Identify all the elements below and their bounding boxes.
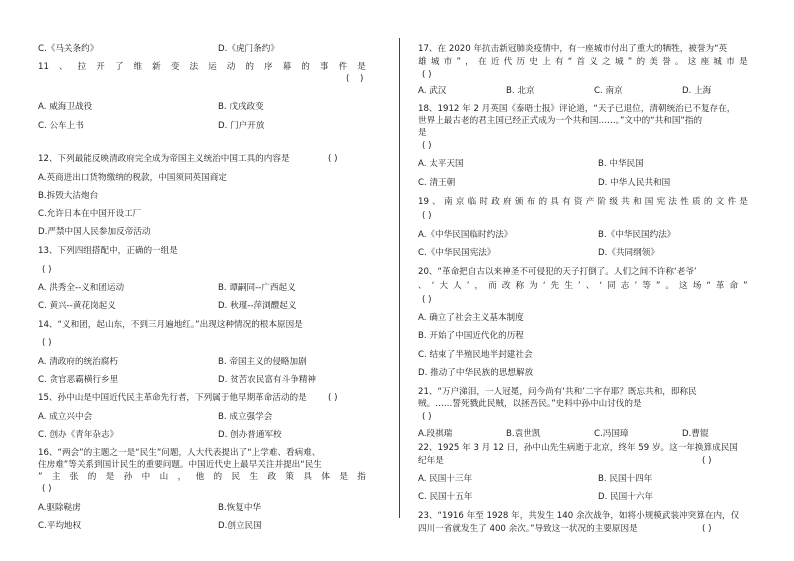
stem-char: 他 bbox=[195, 472, 205, 482]
q18-stem-line1: 18、1912 年 2 月英国《泰晤士报》评论道，“天子已退位，清朝统治已不复存在， bbox=[418, 104, 736, 114]
q20-answer-paren: ( ) bbox=[422, 295, 432, 305]
q11-answer-paren-close: ) bbox=[360, 74, 364, 84]
stem-char: 之 bbox=[602, 57, 611, 67]
stem-char: ‘ bbox=[542, 281, 546, 291]
q13-option-a[interactable]: A. 洪秀全--义和团运动 bbox=[38, 283, 125, 293]
q21-option-c[interactable]: C.冯国璋 bbox=[594, 429, 629, 439]
stem-char: 城 bbox=[430, 57, 440, 67]
stem-char: 产 bbox=[585, 197, 595, 207]
q12-option-a[interactable]: A.英商进出口货物缴纳的税款，中国须同英国商定 bbox=[38, 173, 227, 183]
q12-option-b[interactable]: B.拆毁大沽炮台 bbox=[38, 191, 99, 201]
q19-option-c[interactable]: C.《中华民国宪法》 bbox=[418, 248, 496, 258]
stem-char: 的 bbox=[301, 62, 310, 72]
stem-char: 有 bbox=[554, 57, 564, 67]
stem-char: 的 bbox=[636, 57, 646, 67]
stem-char: 件 bbox=[727, 197, 737, 207]
stem-char: 先 bbox=[550, 281, 560, 291]
q20-option-b[interactable]: B. 开始了中国近代化的历程 bbox=[418, 331, 524, 341]
q21-stem-line2: 贼。……誓死戮此民贼，以拯吾民。”史料中孙中山讨伐的是 bbox=[418, 399, 642, 409]
stem-char: 革 bbox=[715, 281, 725, 291]
stem-char: 志 bbox=[620, 281, 630, 291]
stem-char: 指 bbox=[357, 472, 366, 482]
q21-option-d[interactable]: D.曹锟 bbox=[682, 429, 709, 439]
stem-char: 宪 bbox=[656, 197, 666, 207]
stem-char: 政 bbox=[267, 472, 277, 482]
q17-option-c[interactable]: C. 南京 bbox=[594, 86, 623, 96]
stem-char: 的 bbox=[703, 197, 713, 207]
q15-option-b[interactable]: B. 成立强学会 bbox=[218, 412, 273, 422]
stem-char: “ bbox=[567, 57, 573, 67]
stem-char: 义 bbox=[589, 57, 598, 67]
stem-char: “ bbox=[706, 281, 711, 291]
stem-char: 级 bbox=[609, 197, 618, 207]
stem-char: 拉 bbox=[77, 62, 87, 72]
q11-answer-paren-open: ( bbox=[346, 74, 350, 84]
q13-option-c[interactable]: C. 黄兴--黄花岗起义 bbox=[38, 301, 116, 311]
stem-char: 的 bbox=[538, 197, 548, 207]
q21-answer-paren: ( ) bbox=[422, 412, 432, 422]
stem-char: 代 bbox=[503, 57, 513, 67]
stem-char: 生 bbox=[564, 281, 573, 291]
q20-stem-line1: 20、“革命把自古以来神圣不可侵犯的天子打倒了。人们之间不许称‘老爷’ bbox=[418, 267, 697, 277]
q12-option-d[interactable]: D.严禁中国人民参加反帝活动 bbox=[38, 227, 151, 237]
stem-char: 首 bbox=[576, 57, 586, 67]
stem-char: 城 bbox=[713, 57, 723, 67]
stem-char: ， bbox=[474, 281, 484, 291]
stem-char: 法 bbox=[189, 62, 199, 72]
stem-char: 动 bbox=[226, 62, 236, 72]
q21-option-b[interactable]: B.袁世凯 bbox=[506, 429, 541, 439]
q14-option-d[interactable]: D. 贫苦农民富有斗争精神 bbox=[218, 375, 317, 385]
stem-char: 同 bbox=[607, 281, 616, 291]
stem-char: 而 bbox=[488, 281, 497, 291]
stem-char: 。 bbox=[674, 57, 684, 67]
stem-char: ” bbox=[38, 472, 43, 482]
q14-stem: 14、“义和团，起山东，不到三月遍地红。”出现这种情况的根本原因是 bbox=[38, 320, 303, 330]
stem-char: ” bbox=[743, 281, 748, 291]
stem-char: 有 bbox=[562, 197, 571, 207]
q13-option-b[interactable]: B. 谭嗣同--广西起义 bbox=[218, 283, 296, 293]
q12-option-c[interactable]: C.允许日本在中国开设工厂 bbox=[38, 209, 142, 219]
column-divider bbox=[399, 38, 400, 518]
q16-stem-line1: 16、“两会”的主题之一是“民生”问题，人大代表提出了“上学难、看病难、 bbox=[38, 448, 321, 458]
q13-answer-paren: ( ) bbox=[42, 265, 52, 275]
q22-stem-line1: 22、1925 年 3 月 12 日，孙中山先生病逝于北京，终年 59 岁。这一年换算成民国 bbox=[418, 443, 738, 453]
q17-answer-paren: ( ) bbox=[422, 70, 432, 80]
q11-option-a[interactable]: A. 威海卫战役 bbox=[38, 102, 93, 112]
stem-char: 府 bbox=[503, 197, 512, 207]
stem-char: 了 bbox=[114, 62, 124, 72]
stem-char: 南 bbox=[443, 197, 453, 207]
q21-stem-line1: 21、“万户涕泪，一人冠冕，问今尚有‘共和’二字存耶？既忘共和，即称民 bbox=[418, 387, 697, 397]
stem-char: 孙 bbox=[123, 472, 133, 482]
q12-answer-paren: ( ) bbox=[328, 154, 338, 164]
stem-char: 、 bbox=[58, 62, 68, 72]
stem-char: 为 bbox=[529, 281, 538, 291]
q14-answer-paren: ( ) bbox=[42, 338, 52, 348]
stem-char: 是 bbox=[357, 62, 366, 72]
stem-char: 、 bbox=[432, 197, 441, 207]
stem-char: 布 bbox=[526, 197, 536, 207]
q14-option-c[interactable]: C. 贪官恶霸横行乡里 bbox=[38, 375, 119, 385]
q16-option-c[interactable]: C.平均地权 bbox=[38, 521, 82, 531]
q16-option-b[interactable]: B.恢复中华 bbox=[218, 503, 262, 513]
stem-char: ’ bbox=[634, 281, 638, 291]
stem-char: 是 bbox=[739, 57, 748, 67]
q19-option-a[interactable]: A.《中华民国临时约法》 bbox=[418, 230, 513, 240]
stem-char: 运 bbox=[208, 62, 217, 72]
stem-char: 命 bbox=[729, 281, 739, 291]
q18-option-a[interactable]: A. 太平天国 bbox=[418, 159, 464, 169]
stem-char: 城 bbox=[614, 57, 624, 67]
stem-char: 政 bbox=[491, 197, 500, 207]
stem-char: ， bbox=[177, 472, 187, 482]
q15-option-c[interactable]: C. 创办《青年杂志》 bbox=[38, 430, 119, 440]
stem-char: ” bbox=[627, 57, 633, 67]
q14-option-a[interactable]: A. 清政府的统治腐朽 bbox=[38, 357, 118, 367]
q20-stem-line2 bbox=[418, 281, 748, 292]
q18-option-d[interactable]: D. 中华人民共和国 bbox=[598, 178, 671, 188]
stem-char: 史 bbox=[529, 57, 538, 67]
stem-char: 、 bbox=[418, 281, 427, 291]
q19-option-b[interactable]: B.《中华民国约法》 bbox=[598, 230, 676, 240]
stem-char: 近 bbox=[490, 57, 500, 67]
stem-char: 的 bbox=[87, 472, 97, 482]
stem-char: 颁 bbox=[514, 197, 524, 207]
q17-option-d[interactable]: D. 上海 bbox=[682, 86, 712, 96]
stem-char: 是 bbox=[739, 197, 748, 207]
stem-char: 11 bbox=[38, 62, 49, 72]
stem-char: 文 bbox=[715, 197, 725, 207]
q11-stem bbox=[38, 62, 366, 73]
stem-char: 开 bbox=[96, 62, 105, 72]
stem-char: 人 bbox=[453, 281, 462, 291]
q16-answer-paren: ( ) bbox=[42, 484, 52, 494]
stem-char: 这 bbox=[687, 57, 697, 67]
stem-char: 19 bbox=[418, 197, 429, 207]
stem-char: 市 bbox=[726, 57, 735, 67]
stem-char: 等 bbox=[642, 281, 651, 291]
stem-char: 变 bbox=[170, 62, 180, 72]
q19-option-d[interactable]: D.《共同纲领》 bbox=[598, 248, 659, 258]
stem-char: 质 bbox=[692, 197, 701, 207]
stem-char: 是 bbox=[105, 472, 115, 482]
stem-char: 历 bbox=[516, 57, 526, 67]
stem-char: 改 bbox=[501, 281, 511, 291]
q20-option-d[interactable]: D. 推动了中华民族的思想解放 bbox=[418, 368, 534, 378]
stem-char: 主 bbox=[51, 472, 61, 482]
q18-answer-paren: ( ) bbox=[422, 141, 432, 151]
stem-char: 性 bbox=[680, 197, 689, 207]
stem-char: 。 bbox=[665, 281, 674, 291]
q18-stem-line2: 世界上最古老的君主国已经正式成为一个共和国……。”文中的“共和国”指的 bbox=[418, 116, 703, 126]
q15-answer-paren: ( ) bbox=[328, 393, 338, 403]
q22-option-c[interactable]: C. 民国十五年 bbox=[418, 492, 473, 502]
q20-option-a[interactable]: A. 确立了社会主义基本制度 bbox=[418, 313, 524, 323]
stem-char: 策 bbox=[285, 472, 295, 482]
q13-option-d[interactable]: D. 秋瑾--萍浏醴起义 bbox=[218, 301, 297, 311]
q17-option-a[interactable]: A. 武汉 bbox=[418, 86, 447, 96]
stem-char: 具 bbox=[303, 472, 312, 482]
stem-char: ’ bbox=[577, 281, 581, 291]
stem-char: 的 bbox=[245, 62, 254, 72]
stem-char: 张 bbox=[69, 472, 79, 482]
stem-char: ‘ bbox=[599, 281, 603, 291]
q23-stem-line1: 23、“1916 年至 1928 年，共发生 140 余次战争，如将小规模武装冲突算在内，仅 bbox=[418, 511, 740, 521]
stem-char: 是 bbox=[339, 472, 348, 482]
stem-char: 维 bbox=[133, 62, 143, 72]
q22-option-d[interactable]: D. 民国十六年 bbox=[598, 492, 654, 502]
q15-option-d[interactable]: D. 创办普通军校 bbox=[218, 430, 282, 440]
q11-option-c[interactable]: C. 公车上书 bbox=[38, 121, 84, 131]
stem-char: 序 bbox=[264, 62, 273, 72]
stem-char: ” bbox=[655, 281, 661, 291]
stem-char: 具 bbox=[550, 197, 559, 207]
stem-char: 这 bbox=[679, 281, 688, 291]
stem-char: ” bbox=[456, 57, 461, 67]
stem-char: ‘ bbox=[431, 281, 435, 291]
q18-stem-line3: 是 bbox=[418, 128, 427, 138]
q10-option-c[interactable]: C.《马关条约》 bbox=[38, 44, 99, 54]
q10-option-d[interactable]: D.《虎门条约》 bbox=[218, 44, 279, 54]
q18-option-b[interactable]: B. 中华民国 bbox=[598, 159, 644, 169]
q16-stem-line3 bbox=[38, 472, 366, 483]
q23-stem-line2: 四川一省就发生了 400 余次。”导致这一状况的主要原因是 bbox=[418, 524, 638, 534]
q11-option-b[interactable]: B. 戊戌政变 bbox=[218, 102, 264, 112]
q17-stem-line2 bbox=[418, 57, 748, 68]
stem-char: 美 bbox=[649, 57, 658, 67]
q14-option-b[interactable]: B. 帝国主义的侵略加剧 bbox=[218, 357, 307, 367]
stem-char: 生 bbox=[249, 472, 259, 482]
stem-char: ， bbox=[465, 57, 474, 67]
stem-char: 场 bbox=[692, 281, 702, 291]
stem-char: 山 bbox=[159, 472, 169, 482]
q22-option-a[interactable]: A. 民国十三年 bbox=[418, 474, 473, 484]
stem-char: 资 bbox=[573, 197, 583, 207]
q22-option-b[interactable]: B. 民国十四年 bbox=[598, 474, 653, 484]
stem-char: ’ bbox=[466, 281, 470, 291]
q17-option-b[interactable]: B. 北京 bbox=[506, 86, 535, 96]
stem-char: 民 bbox=[231, 472, 241, 482]
stem-char: 京 bbox=[455, 197, 465, 207]
q15-option-a[interactable]: A. 成立兴中会 bbox=[38, 412, 93, 422]
q12-stem: 12、下列最能反映清政府完全成为帝国主义统治中国工具的内容是 bbox=[38, 154, 290, 164]
stem-char: 中 bbox=[141, 472, 151, 482]
q15-stem: 15、孙中山是中国近代民主革命先行者，下列属于他早期革命活动的是 bbox=[38, 393, 307, 403]
stem-char: 上 bbox=[542, 57, 551, 67]
stem-char: 法 bbox=[668, 197, 677, 207]
stem-char: 大 bbox=[439, 281, 449, 291]
stem-char: 新 bbox=[152, 62, 161, 72]
stem-char: 幕 bbox=[282, 62, 292, 72]
q11-option-d[interactable]: D. 门户开放 bbox=[218, 121, 265, 131]
q18-option-c[interactable]: C. 清王朝 bbox=[418, 178, 456, 188]
q16-option-d[interactable]: D.创立民国 bbox=[218, 521, 262, 531]
stem-char: 称 bbox=[515, 281, 525, 291]
stem-char: 临 bbox=[467, 197, 477, 207]
q17-stem-line1: 17、在 2020 年抗击新冠肺炎疫情中，有一座城市付出了重大的牺牲，被誉为“英 bbox=[418, 44, 728, 54]
stem-char: 事 bbox=[319, 62, 329, 72]
q13-stem: 13、下列四组搭配中，正确的一组是 bbox=[38, 246, 178, 256]
q23-answer-paren: ( ) bbox=[702, 524, 712, 534]
q22-answer-paren: ( ) bbox=[702, 456, 712, 466]
stem-char: 共 bbox=[621, 197, 630, 207]
stem-char: 阶 bbox=[597, 197, 607, 207]
stem-char: 国 bbox=[644, 197, 654, 207]
stem-char: 市 bbox=[443, 57, 453, 67]
q19-answer-paren: ( ) bbox=[422, 211, 432, 221]
stem-char: 时 bbox=[479, 197, 488, 207]
stem-char: 和 bbox=[632, 197, 642, 207]
stem-char: 件 bbox=[338, 62, 348, 72]
stem-char: 的 bbox=[213, 472, 223, 482]
q20-option-c[interactable]: C. 结束了半殖民地半封建社会 bbox=[418, 350, 533, 360]
q19-stem bbox=[418, 197, 748, 208]
q16-stem-line2: 住房难”等关系到国计民生的重要问题。中国近代史上最早关注并提出“民生 bbox=[38, 460, 322, 470]
stem-char: 雄 bbox=[418, 57, 427, 67]
stem-char: 、 bbox=[585, 281, 595, 291]
stem-char: 体 bbox=[321, 472, 330, 482]
stem-char: 座 bbox=[700, 57, 710, 67]
q16-option-a[interactable]: A.驱除鞑虏 bbox=[38, 503, 81, 513]
q22-stem-line2: 纪年是 bbox=[418, 456, 444, 466]
stem-char: 誉 bbox=[662, 57, 671, 67]
q21-option-a[interactable]: A.段祺瑞 bbox=[418, 429, 453, 439]
stem-char: 在 bbox=[477, 57, 487, 67]
